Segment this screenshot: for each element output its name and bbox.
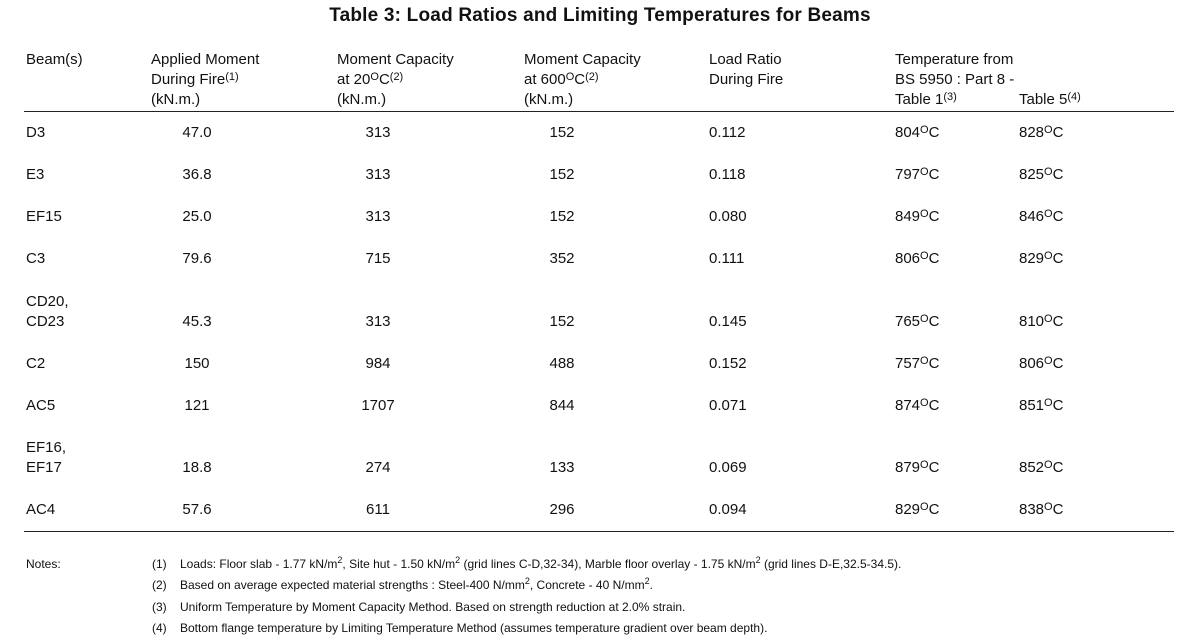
cell-temp-table1: $757^OC$ [895,355,940,372]
cell-cap20: 611 [366,501,390,518]
cell-load-ratio: 0.118 [709,166,746,183]
cell-load-ratio: 0.145 [709,313,747,330]
header-capacity-20: Moment Capacity at $20^OC^{(2)}$ (kN.m.) [337,51,454,108]
cell-cap600: 152 [549,124,575,141]
beam-label: AC5 [26,397,56,414]
beam-label: CD23 [26,313,65,330]
cell-load-ratio: 0.071 [709,397,747,414]
cell-applied: 36.8 [182,166,212,183]
cell-applied: 47.0 [182,124,212,141]
cell-cap600: 488 [549,355,575,372]
cell-temp-table5: $829^OC$ [1019,250,1064,267]
note-index: (2) [152,578,167,592]
cell-cap600: 296 [549,501,575,518]
cell-temp-table1: $765^OC$ [895,313,940,330]
beam-label: E3 [26,166,45,183]
notes-label: Notes: [26,557,61,571]
header-capacity-600: Moment Capacity at $600^OC^{(2)}$ (kN.m.) [524,51,641,108]
cell-temp-table5: $810^OC$ [1019,313,1064,330]
note-index: (3) [152,600,167,614]
table-title: Table 3: Load Ratios and Limiting Temperatures for Beams [329,5,871,26]
header-table5: Table 5$^{(4)}$ [1019,91,1081,108]
cell-temp-table5: $806^OC$ [1019,355,1064,372]
cell-temp-table5: $828^OC$ [1019,124,1064,141]
cell-cap20: 313 [365,208,391,225]
cell-applied: 79.6 [182,250,212,267]
cell-temp-table1: $829^OC$ [895,501,940,518]
header-temperature: Temperature from BS 5950 : Part 8 - Table 1$^{(3)}$ Table 5$^{(4)}$ [895,51,1081,108]
cell-cap600: 152 [549,208,575,225]
beam-label: C2 [26,355,46,372]
cell-temp-table5: $825^OC$ [1019,166,1064,183]
cell-temp-table1: $874^OC$ [895,397,940,414]
cell-load-ratio: 0.094 [709,501,747,518]
cell-applied: 18.8 [182,459,212,476]
beam-label: D3 [26,124,46,141]
cell-cap600: 152 [549,313,575,330]
cell-temp-table1: $879^OC$ [895,459,940,476]
table-bottom-rule [24,531,1174,532]
note-item: (4) Bottom flange temperature by Limiting Temperature Method (assumes temperature gradient over beam depth). [152,621,768,635]
note-item: (1) Loads: Floor slab - 1.77 $kN/m^2$, Site hut - 1.50 $kN/m^2$ (grid lines C-D,32-34), Marble floor overlay - 1.75 $kN/m^2$ (grid lines D-E,32.5-34.5). [152,555,902,571]
beam-label: C3 [26,250,46,267]
note-index: (4) [152,621,167,635]
cell-temp-table1: $806^OC$ [895,250,940,267]
cell-load-ratio: 0.069 [709,459,747,476]
cell-temp-table1: $849^OC$ [895,208,940,225]
header-applied-moment: Applied Moment During Fire$^{(1)}$ (kN.m.) [151,51,260,108]
cell-load-ratio: 0.112 [709,124,746,141]
beam-label: EF15 [26,208,62,225]
cell-cap20: 313 [365,166,391,183]
cell-cap20: 984 [365,355,391,372]
cell-applied: 25.0 [182,208,212,225]
cell-cap20: 1707 [361,397,395,414]
cell-applied: 57.6 [182,501,212,518]
beam-label: EF16, [26,439,67,456]
cell-temp-table5: $852^OC$ [1019,459,1064,476]
cell-cap20: 274 [365,459,391,476]
note-index: (1) [152,557,167,571]
header-table1: Table 1$^{(3)}$ [895,91,957,108]
cell-cap20: 313 [365,313,391,330]
note-item: (3) Uniform Temperature by Moment Capacity Method. Based on strength reduction at 2.0% strain. [152,600,686,614]
note-item: (2) Based on average expected material strengths : Steel-400 $N/mm^2$, Concrete - 40 $N/mm^2$. [152,576,653,592]
cell-applied: 121 [184,397,210,414]
header-load-ratio: Load Ratio During Fire [709,51,784,88]
cell-load-ratio: 0.080 [709,208,747,225]
cell-cap600: 152 [549,166,575,183]
cell-cap20: 715 [365,250,391,267]
header-rule [24,111,1174,112]
cell-temp-table5: $851^OC$ [1019,397,1064,414]
cell-cap600: 133 [549,459,575,476]
cell-applied: 150 [184,355,210,372]
cell-applied: 45.3 [182,313,212,330]
beam-label: AC4 [26,501,56,518]
cell-temp-table1: $804^OC$ [895,124,940,141]
cell-cap600: 844 [549,397,575,414]
cell-temp-table5: $838^OC$ [1019,501,1064,518]
header-beams: Beam(s) [26,51,83,68]
beam-label: CD20, [26,293,69,310]
beam-label: EF17 [26,459,62,476]
cell-cap600: 352 [549,250,575,267]
cell-temp-table1: $797^OC$ [895,166,940,183]
cell-load-ratio: 0.111 [709,250,745,267]
cell-cap20: 313 [365,124,391,141]
cell-load-ratio: 0.152 [709,355,747,372]
cell-temp-table5: $846^OC$ [1019,208,1064,225]
